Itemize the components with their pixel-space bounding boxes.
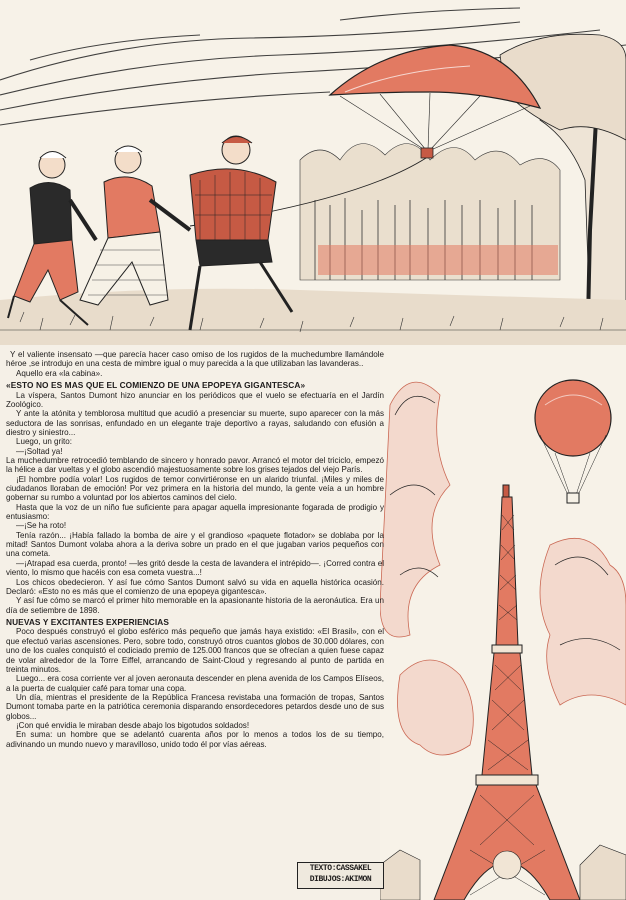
- paragraph: Y así fue cómo se marcó el primer hito memorable en la apasionante historia de la aeronáutica. Era un día de setiembre de 1898.: [6, 596, 384, 615]
- paragraph: Hasta que la voz de un niño fue suficiente para apagar aquella impresionante fogarada de prodigio y entusiasmo:: [6, 502, 384, 522]
- paragraph: —¡Atrapad esa cuerda, pronto! —les gritó desde la cesta de lavandera el intrépido—. ¡Corred contra el viento, lo mismo que hacéis con esa cometa vuestra...!: [6, 558, 384, 578]
- paragraph: Tenía razón... ¡Había fallado la bomba de aire y el grandioso «paquete flotador» se doblaba por la mitad! Santos Dumont volaba ahora a la deriva sobre un prado en el que jugaban varios pequeños con una cometa.: [6, 530, 384, 559]
- paragraph: Luego, un grito:: [16, 437, 72, 447]
- paragraph: Los chicos obedecieron. Y así fue cómo Santos Dumont salvó su vida en aquella histórica ocasión. Declaró: «Esto no es más que el comienzo de una epopeya gigantesca».: [6, 577, 384, 596]
- paragraph: —¡Se ha roto!: [16, 521, 67, 531]
- text-credit: TEXTO:CASSAKEL: [309, 864, 372, 873]
- paragraph: ¡Con qué envidia le miraban desde abajo los bigotudos soldados!: [16, 720, 250, 730]
- credits-box: [297, 862, 384, 889]
- section-heading: «ESTO NO ES MAS QUE EL COMIENZO DE UNA EPOPEYA GIGANTESCA»: [6, 380, 306, 391]
- kite-airship-illustration: [0, 0, 626, 345]
- paragraph: La muchedumbre retrocedió temblando de sincero y honrado pavor. Arrancó el motor del triciclo, empezó la hélice a dar vueltas y el globo ascendió majestuosamente sobre los grises tejados del viejo París.: [6, 456, 384, 475]
- paragraph: Luego... era cosa corriente ver al joven aeronauta descender en plena avenida de los Campos Elíseos, a la puerta de cualquier café para tomar una copa.: [6, 674, 384, 693]
- intro-paragraph: Y el valiente insensato —que parecía hacer caso omiso de los rugidos de la muchedumbre llamándole héroe ,se introdujo en una cesta de mimbre igual o muy parecida a la que utilizaban las lavanderas..: [6, 350, 384, 369]
- paragraph: —¡Soltad ya!: [16, 446, 63, 456]
- article-body: [6, 350, 384, 749]
- paragraph: ¡El hombre podía volar! Los rugidos de temor convirtiéronse en un alarido triunfal. ¡Miles y miles de ciudadanos lloraban de emoción! Por vez primera en la historia del mundo, la gente veía a un hombre gobernar su rumbo a voluntad por los abiertos caminos del cielo.: [6, 474, 384, 503]
- section-heading: NUEVAS Y EXCITANTES EXPERIENCIAS: [6, 616, 170, 627]
- paragraph: Y ante la atónita y temblorosa multitud que acudió a presenciar su muerte, supo aparecer con la más seductora de las sonrisas, enfundado en un elegante traje deportivo a rayas, saludando con efusión a diestro y siniestro...: [6, 409, 384, 437]
- paragraph: Poco después construyó el globo esférico más pequeño que jamás haya existido: «El Brasil», con el que efectuó varias ascensiones. Pero, sobre todo, construyó otros cuantos globos de 30.000 dólares, con uno de los cuales conquistó el codiciado premio de 125.000 francos que se ofrecían a quien fuese capaz de volar alrededor de la Torre Eiffel, arrancando de Saint-Cloud y regresando al punto de partida en treinta minutos.: [6, 627, 384, 674]
- eiffel-tower-illustration: [380, 345, 626, 900]
- paragraph: Un día, mientras el presidente de la República Francesa revistaba una formación de tropas, Santos Dumont tomaba parte en la patriótica ceremonia disparando ensordecedores petardos desde uno de sus globos...: [6, 692, 384, 721]
- paragraph: En suma: un hombre que se adelantó cuarenta años por lo menos a todos los de su tiempo, adivinando un mundo nuevo y maravilloso, unido todo él por vías aéreas.: [6, 730, 384, 749]
- paragraph: La víspera, Santos Dumont hizo anunciar en los periódicos que el vuelo se efectuaría en el Jardín Zoológico.: [6, 390, 384, 409]
- drawings-credit: DIBUJOS:AKIMON: [309, 875, 372, 884]
- intro-paragraph: Aquello era «la cabina».: [16, 368, 103, 378]
